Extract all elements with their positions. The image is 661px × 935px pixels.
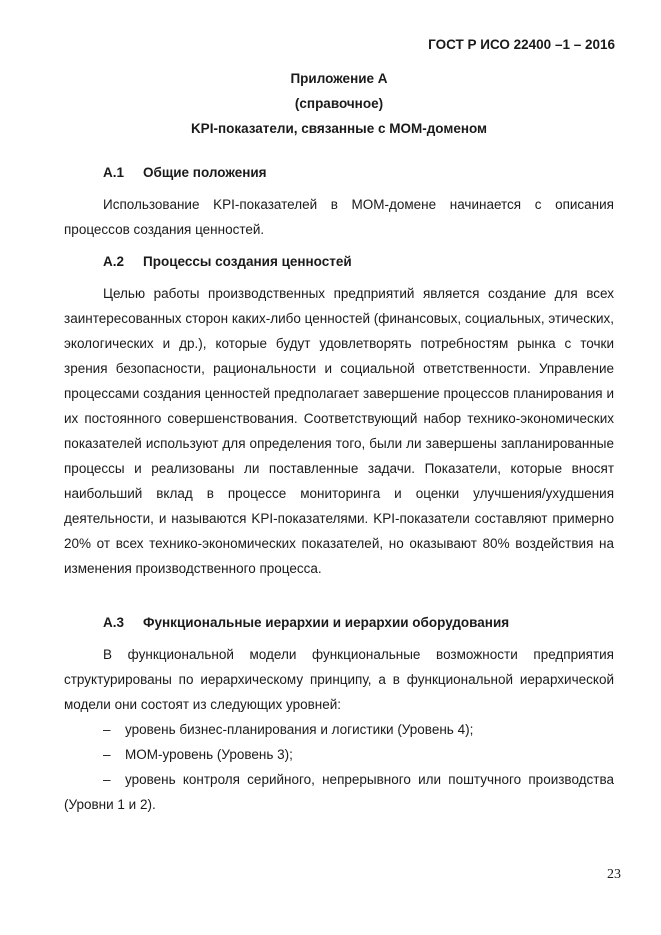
section-body-a2 [64,281,614,581]
list-item [64,742,614,767]
section-title: Функциональные иерархии и иерархии оборудования [143,615,510,630]
annex-title: Приложение А [290,71,388,86]
section-number: А.3 [103,615,125,630]
list-item [64,767,614,817]
section-title: Общие положения [143,165,267,180]
list-item-text: уровень контроля серийного, непрерывного или поштучного производства (Уровни 1 и 2). [64,772,614,812]
paragraph: Целью работы производственных предприятий является создание для всех заинтересованных сторон каких-либо ценностей (финансовых, социальных, этических, экологических и др.), которые будут удовлетворять потребностям рынка с точки зрения безопасности, рациональности и социальной ответственности. Управление процессами создания ценностей предполагает завершение процессов планирования и их постоянного совершенствования. Соответствующий набор технико-экономических показателей используют для определения того, были ли завершены запланированные процессы и реализованы ли поставленные задачи. Показатели, которые вносят наибольший вклад в процессе мониторинга и оценки улучшения/ухудшения деятельности, и называются KPI-показателями. KPI-показатели составляют примерно 20% от всех технико-экономических показателей, но оказывают 80% воздействия на изменения производственного процесса. [64,286,614,576]
section-title: Процессы создания ценностей [143,254,352,269]
dash-bullet: – [103,747,111,762]
section-heading-a3 [103,615,509,630]
page-number: 23 [607,867,621,882]
section-heading-a2 [103,254,352,269]
list-item [64,717,614,742]
section-number: А.2 [103,254,125,269]
list-item-text: уровень бизнес-планирования и логистики (Уровень 4); [125,722,474,737]
section-body-a3 [64,642,614,817]
annex-subtitle: (справочное) [294,96,384,111]
standard-code: ГОСТ Р ИСО 22400 –1 – 2016 [428,37,615,52]
paragraph: Использование KPI-показателей в MOM-домене начинается с описания процессов создания ценностей. [64,197,614,237]
paragraph: В функциональной модели функциональные возможности предприятия структурированы по иерархическому принципу, а в функциональной иерархической модели они состоят из следующих уровней: [64,647,614,712]
dash-bullet: – [103,772,111,787]
list-item-text: MOM-уровень (Уровень 3); [125,747,293,762]
section-heading-a1 [103,165,267,180]
section-body-a1 [64,192,614,242]
dash-bullet: – [103,722,111,737]
section-number: А.1 [103,165,125,180]
annex-heading: KPI-показатели, связанные с MOM-доменом [190,121,488,136]
